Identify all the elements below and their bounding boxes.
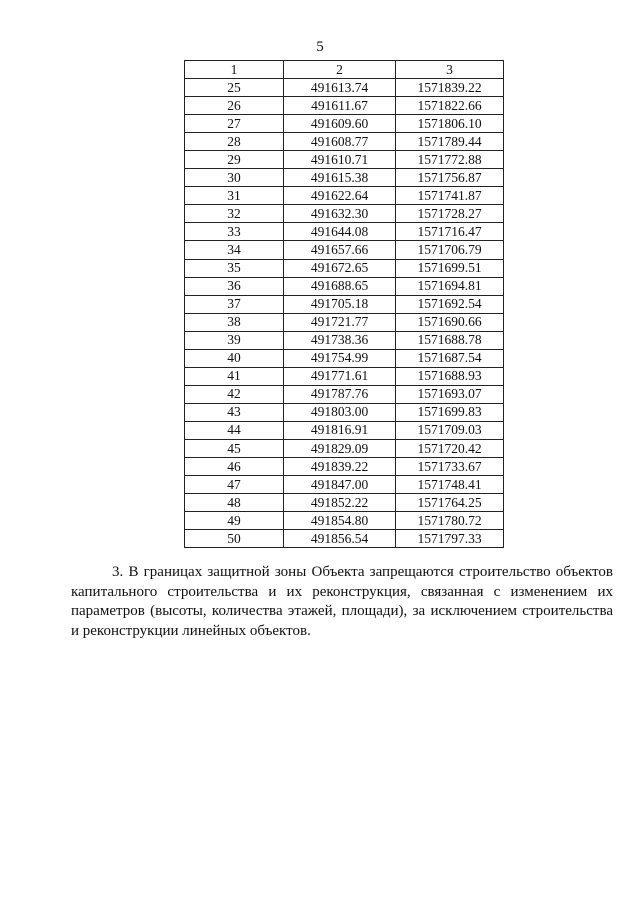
- table-row: [185, 439, 504, 457]
- x-coordinate-cell: 491672.65: [284, 259, 396, 277]
- point-number-cell: 35: [185, 259, 284, 277]
- y-coordinate-cell: 1571789.44: [396, 133, 504, 151]
- point-number-cell: 40: [185, 349, 284, 367]
- body-paragraph: 3. В границах защитной зоны Объекта запрещаются строительство объектов капитального строительства и их реконструкция, связанная с изменением их параметров (высоты, количества этажей, площади), за исключением строительства и реконструкции линейных объектов.: [71, 564, 613, 639]
- y-coordinate-cell: 1571839.22: [396, 79, 504, 97]
- table-row: [185, 133, 504, 151]
- y-coordinate-cell: 1571822.66: [396, 97, 504, 115]
- point-number-cell: 31: [185, 187, 284, 205]
- point-number-cell: 28: [185, 133, 284, 151]
- point-number-cell: 39: [185, 331, 284, 349]
- point-number-cell: 49: [185, 512, 284, 530]
- x-coordinate-cell: 491721.77: [284, 313, 396, 331]
- table-row: [185, 494, 504, 512]
- x-coordinate-cell: 491738.36: [284, 331, 396, 349]
- point-number-cell: 30: [185, 169, 284, 187]
- y-coordinate-cell: 1571733.67: [396, 458, 504, 476]
- y-coordinate-cell: 1571687.54: [396, 349, 504, 367]
- table-row: [185, 277, 504, 295]
- point-number-cell: 42: [185, 385, 284, 403]
- column-header: 2: [284, 61, 396, 79]
- x-coordinate-cell: 491632.30: [284, 205, 396, 223]
- table-row: [185, 530, 504, 548]
- x-coordinate-cell: 491622.64: [284, 187, 396, 205]
- table-row: [185, 331, 504, 349]
- x-coordinate-cell: 491611.67: [284, 97, 396, 115]
- y-coordinate-cell: 1571720.42: [396, 439, 504, 457]
- x-coordinate-cell: 491771.61: [284, 367, 396, 385]
- point-number-cell: 25: [185, 79, 284, 97]
- table-row: [185, 241, 504, 259]
- point-number-cell: 33: [185, 223, 284, 241]
- y-coordinate-cell: 1571709.03: [396, 421, 504, 439]
- table-row: [185, 403, 504, 421]
- point-number-cell: 46: [185, 458, 284, 476]
- x-coordinate-cell: 491847.00: [284, 476, 396, 494]
- y-coordinate-cell: 1571806.10: [396, 115, 504, 133]
- point-number-cell: 45: [185, 439, 284, 457]
- table-row: [185, 421, 504, 439]
- table-row: [185, 79, 504, 97]
- x-coordinate-cell: 491613.74: [284, 79, 396, 97]
- table-row: [185, 259, 504, 277]
- table-row: [185, 476, 504, 494]
- x-coordinate-cell: 491856.54: [284, 530, 396, 548]
- point-number-cell: 27: [185, 115, 284, 133]
- y-coordinate-cell: 1571772.88: [396, 151, 504, 169]
- table-body: [185, 79, 504, 548]
- table-row: [185, 187, 504, 205]
- point-number-cell: 48: [185, 494, 284, 512]
- x-coordinate-cell: 491657.66: [284, 241, 396, 259]
- y-coordinate-cell: 1571728.27: [396, 205, 504, 223]
- point-number-cell: 47: [185, 476, 284, 494]
- x-coordinate-cell: 491854.80: [284, 512, 396, 530]
- x-coordinate-cell: 491803.00: [284, 403, 396, 421]
- table-row: [185, 115, 504, 133]
- table-row: [185, 151, 504, 169]
- x-coordinate-cell: 491615.38: [284, 169, 396, 187]
- point-number-cell: 36: [185, 277, 284, 295]
- point-number-cell: 44: [185, 421, 284, 439]
- point-number-cell: 38: [185, 313, 284, 331]
- point-number-cell: 37: [185, 295, 284, 313]
- y-coordinate-cell: 1571688.78: [396, 331, 504, 349]
- table-row: [185, 169, 504, 187]
- table-row: [185, 512, 504, 530]
- coordinates-table: [184, 60, 504, 548]
- point-number-cell: 41: [185, 367, 284, 385]
- point-number-cell: 34: [185, 241, 284, 259]
- point-number-cell: 43: [185, 403, 284, 421]
- column-header: 1: [185, 61, 284, 79]
- y-coordinate-cell: 1571797.33: [396, 530, 504, 548]
- x-coordinate-cell: 491829.09: [284, 439, 396, 457]
- point-number-cell: 32: [185, 205, 284, 223]
- y-coordinate-cell: 1571741.87: [396, 187, 504, 205]
- point-number-cell: 50: [185, 530, 284, 548]
- table-row: [185, 205, 504, 223]
- x-coordinate-cell: 491787.76: [284, 385, 396, 403]
- x-coordinate-cell: 491609.60: [284, 115, 396, 133]
- y-coordinate-cell: 1571780.72: [396, 512, 504, 530]
- table-row: [185, 458, 504, 476]
- table-row: [185, 349, 504, 367]
- x-coordinate-cell: 491688.65: [284, 277, 396, 295]
- column-header: 3: [396, 61, 504, 79]
- x-coordinate-cell: 491608.77: [284, 133, 396, 151]
- y-coordinate-cell: 1571693.07: [396, 385, 504, 403]
- x-coordinate-cell: 491816.91: [284, 421, 396, 439]
- x-coordinate-cell: 491644.08: [284, 223, 396, 241]
- y-coordinate-cell: 1571690.66: [396, 313, 504, 331]
- x-coordinate-cell: 491852.22: [284, 494, 396, 512]
- table-header-row: [185, 61, 504, 79]
- y-coordinate-cell: 1571699.83: [396, 403, 504, 421]
- y-coordinate-cell: 1571692.54: [396, 295, 504, 313]
- y-coordinate-cell: 1571716.47: [396, 223, 504, 241]
- x-coordinate-cell: 491754.99: [284, 349, 396, 367]
- table-row: [185, 367, 504, 385]
- x-coordinate-cell: 491610.71: [284, 151, 396, 169]
- page-number: 5: [316, 39, 324, 55]
- y-coordinate-cell: 1571764.25: [396, 494, 504, 512]
- table-row: [185, 313, 504, 331]
- point-number-cell: 29: [185, 151, 284, 169]
- table-row: [185, 295, 504, 313]
- y-coordinate-cell: 1571694.81: [396, 277, 504, 295]
- table-row: [185, 385, 504, 403]
- y-coordinate-cell: 1571699.51: [396, 259, 504, 277]
- point-number-cell: 26: [185, 97, 284, 115]
- y-coordinate-cell: 1571688.93: [396, 367, 504, 385]
- table-row: [185, 97, 504, 115]
- x-coordinate-cell: 491839.22: [284, 458, 396, 476]
- x-coordinate-cell: 491705.18: [284, 295, 396, 313]
- y-coordinate-cell: 1571756.87: [396, 169, 504, 187]
- table-row: [185, 223, 504, 241]
- y-coordinate-cell: 1571748.41: [396, 476, 504, 494]
- y-coordinate-cell: 1571706.79: [396, 241, 504, 259]
